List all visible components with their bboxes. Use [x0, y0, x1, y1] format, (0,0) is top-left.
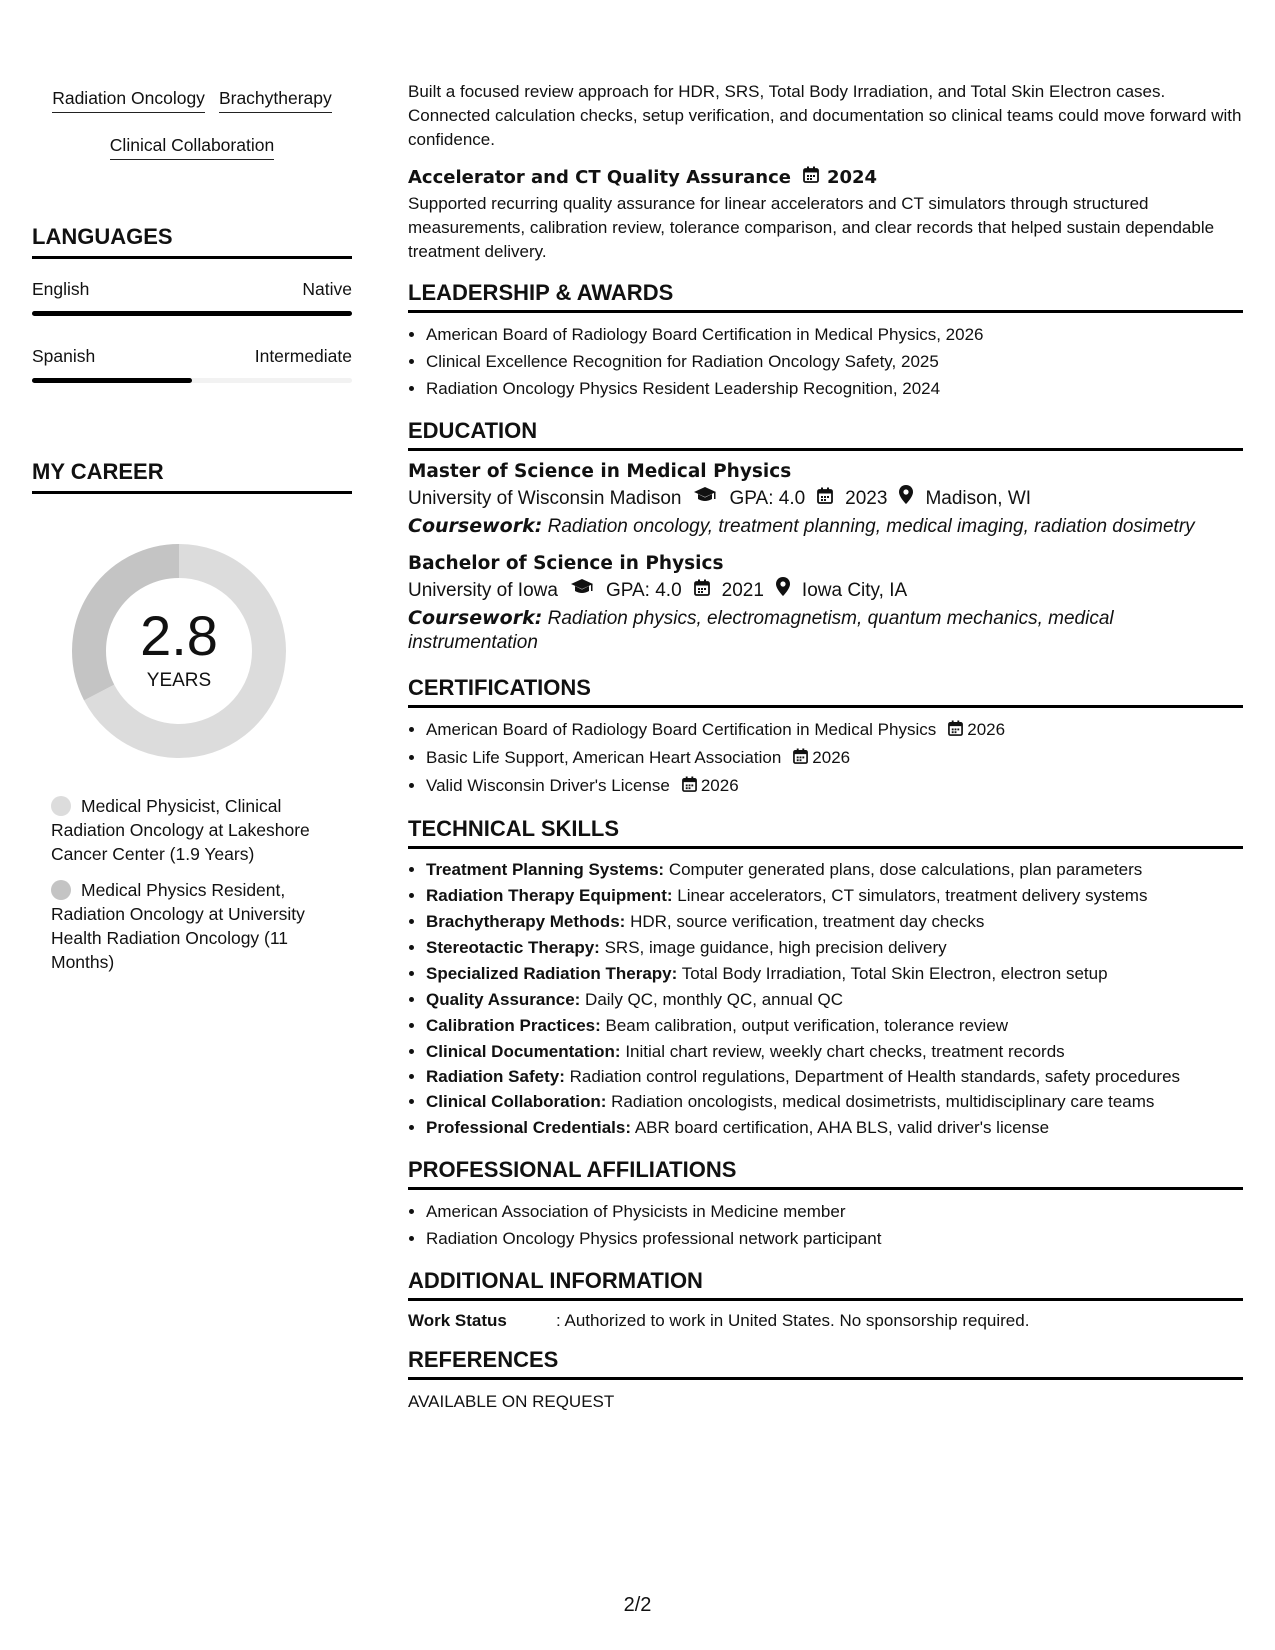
- skill-key: Radiation Safety:: [426, 1067, 565, 1087]
- list-item: [426, 909, 1243, 935]
- certification-year: 2026: [967, 720, 1006, 739]
- coursework-label: Coursework:: [408, 607, 543, 629]
- skill-value: Radiation control regulations, Department of Health standards, safety procedures: [569, 1067, 1181, 1087]
- list-item: [426, 1065, 1243, 1089]
- list-item: • Clinical Excellence Recognition for Radiation Oncology Safety, 2025: [426, 348, 1243, 375]
- skill-value: ABR board certification, AHA BLS, valid driver's license: [634, 1118, 1050, 1138]
- skill-key: Radiation Therapy Equipment:: [426, 886, 673, 906]
- work-status-label: Work Status: [408, 1311, 507, 1331]
- list-item: • American Board of Radiology Board Certification in Medical Physics, 2026: [426, 321, 1243, 348]
- project-description: Supported recurring quality assurance for linear accelerators and CT simulators through structured measurements, calibration review, tolerance comparison, and clear records that helped sustain dependable treatment delivery.: [408, 194, 1215, 261]
- list-item: [426, 961, 1243, 987]
- list-item: [426, 772, 1243, 800]
- gpa: GPA: 4.0: [729, 488, 806, 509]
- list-item: [426, 1039, 1243, 1065]
- list-item: [426, 1089, 1243, 1115]
- skill-value: Linear accelerators, CT simulators, treatment delivery systems: [677, 886, 1148, 906]
- certification-year: 2026: [812, 748, 851, 768]
- skill-key: Treatment Planning Systems:: [426, 860, 665, 880]
- school-name: University of Wisconsin Madison: [408, 488, 682, 509]
- skill-value: HDR, source verification, treatment day checks: [630, 912, 985, 932]
- skill-value: Computer generated plans, dose calculations, plan parameters: [668, 860, 1143, 880]
- calendar-icon: [803, 166, 819, 188]
- certification-year: 2026: [700, 776, 739, 796]
- career-item: [32, 878, 352, 974]
- calendar-icon: [694, 576, 710, 606]
- list-item: [426, 1115, 1243, 1141]
- certifications-title: CERTIFICATIONS: [408, 675, 1243, 708]
- list-item: • Radiation Oncology Physics professional network participant: [426, 1225, 1243, 1252]
- graduation-cap-icon: [570, 576, 594, 606]
- list-item: [426, 935, 1243, 961]
- list-item: • American Association of Physicists in Medicine member: [426, 1198, 1243, 1225]
- list-item: [426, 744, 1243, 772]
- additional-info-title: ADDITIONAL INFORMATION: [408, 1268, 1243, 1301]
- skill-value: Total Body Irradiation, Total Skin Electron, electron setup: [681, 964, 1108, 984]
- language-english: [32, 279, 352, 316]
- skill-value: Radiation oncologists, medical dosimetrists, multidisciplinary care teams: [611, 1092, 1155, 1112]
- school-location: Iowa City, IA: [801, 580, 908, 601]
- language-proficiency-bar: [32, 311, 352, 316]
- skill-tag: Radiation Oncology: [52, 88, 205, 113]
- calendar-icon: [793, 745, 808, 772]
- career-title: MY CAREER: [32, 459, 352, 494]
- language-level: Native: [302, 279, 352, 299]
- coursework-text: Radiation physics, electromagnetism, quantum mechanics, medical instrumentation: [408, 608, 1114, 653]
- leadership-list: [408, 321, 1243, 402]
- skill-key: Clinical Documentation:: [426, 1042, 621, 1062]
- languages-title: LANGUAGES: [32, 224, 352, 259]
- affiliations-title: PROFESSIONAL AFFILIATIONS: [408, 1157, 1243, 1190]
- coursework-label: Coursework:: [408, 515, 543, 537]
- work-status-value: : Authorized to work in United States. No sponsorship required.: [556, 1311, 1030, 1331]
- degree-title: Master of Science in Medical Physics: [408, 461, 792, 482]
- calendar-icon: [682, 773, 697, 800]
- affiliations-list: [408, 1198, 1243, 1252]
- career-total-years: 2.8: [140, 604, 218, 667]
- gpa: GPA: 4.0: [605, 580, 682, 601]
- location-pin-icon: [776, 576, 790, 606]
- skill-value: SRS, image guidance, high precision delivery: [604, 938, 947, 958]
- certification-name: American Board of Radiology Board Certification in Medical Physics: [426, 720, 937, 739]
- skill-key: Quality Assurance:: [426, 990, 581, 1010]
- location-pin-icon: [899, 484, 913, 514]
- coursework: [408, 514, 1243, 539]
- skill-key: Clinical Collaboration:: [426, 1092, 607, 1112]
- career-legend-dot: [51, 796, 71, 816]
- project-year: 2024: [826, 166, 878, 188]
- graduation-year: 2021: [721, 580, 764, 601]
- graduation-year: 2023: [845, 488, 888, 509]
- skill-key: Professional Credentials:: [426, 1118, 632, 1138]
- work-status-row: [408, 1311, 1243, 1331]
- technical-skills-title: TECHNICAL SKILLS: [408, 816, 1243, 849]
- list-item: [426, 987, 1243, 1013]
- skill-key: Calibration Practices:: [426, 1016, 601, 1036]
- school-location: Madison, WI: [925, 488, 1032, 509]
- project-title-row: [408, 166, 1243, 188]
- career-unit: YEARS: [146, 670, 212, 691]
- skill-value: Initial chart review, weekly chart checks, treatment records: [625, 1042, 1065, 1062]
- skill-value: Daily QC, monthly QC, annual QC: [585, 990, 843, 1010]
- career-item-text: Medical Physicist, Clinical Radiation Oncology at Lakeshore Cancer Center (1.9 Years): [51, 796, 310, 864]
- degree-title: Bachelor of Science in Physics: [408, 553, 724, 574]
- education-title: EDUCATION: [408, 418, 1243, 451]
- leadership-title: LEADERSHIP & AWARDS: [408, 280, 1243, 313]
- list-item: • Radiation Oncology Physics Resident Leadership Recognition, 2024: [426, 375, 1243, 402]
- certifications-list: [408, 716, 1243, 800]
- skill-value: Beam calibration, output verification, tolerance review: [605, 1016, 1009, 1036]
- skill-key: Stereotactic Therapy:: [426, 938, 600, 958]
- skill-tags: [32, 80, 352, 174]
- list-item: [426, 883, 1243, 909]
- coursework-text: Radiation oncology, treatment planning, medical imaging, radiation dosimetry: [547, 516, 1195, 537]
- sidebar: [32, 80, 352, 974]
- certification-name: Valid Wisconsin Driver's License: [426, 776, 670, 796]
- education-entry: [408, 461, 1243, 539]
- coursework: [408, 606, 1243, 655]
- graduation-cap-icon: [693, 484, 717, 514]
- skill-key: Brachytherapy Methods:: [426, 912, 626, 932]
- calendar-icon: [948, 717, 963, 744]
- technical-skills-list: [408, 857, 1243, 1141]
- project-title: Accelerator and CT Quality Assurance: [408, 166, 791, 188]
- page-indicator: 2/2: [623, 1594, 652, 1616]
- certification-name: Basic Life Support, American Heart Association: [426, 748, 782, 768]
- references-text: AVAILABLE ON REQUEST: [408, 1392, 615, 1412]
- career-legend-dot: [51, 880, 71, 900]
- skill-tag: Clinical Collaboration: [110, 135, 274, 160]
- list-item: [426, 857, 1243, 883]
- skill-key: Specialized Radiation Therapy:: [426, 964, 678, 984]
- career-donut-chart: [64, 536, 294, 766]
- project-intro: Built a focused review approach for HDR, SRS, Total Body Irradiation, and Total Skin Electron cases. Connected calculation checks, setup verification, and documentation so clinical teams could move forward with confidence.: [408, 82, 1242, 149]
- list-item: [426, 716, 1243, 744]
- career-item: [32, 794, 352, 866]
- career-item-text: Medical Physics Resident, Radiation Oncology at University Health Radiation Oncology (11 Months): [51, 880, 305, 972]
- language-level: Intermediate: [254, 346, 352, 366]
- skill-tag: Brachytherapy: [219, 88, 332, 113]
- main-content: [408, 80, 1243, 1412]
- education-entry: [408, 553, 1243, 655]
- calendar-icon: [817, 484, 833, 514]
- list-item: [426, 1013, 1243, 1039]
- references-title: REFERENCES: [408, 1347, 1243, 1380]
- language-name: Spanish: [32, 346, 96, 366]
- language-proficiency-fill: [32, 378, 192, 383]
- language-proficiency-bar: [32, 378, 352, 383]
- school-name: University of Iowa: [408, 580, 558, 601]
- language-spanish: [32, 346, 352, 383]
- language-name: English: [32, 279, 90, 299]
- language-proficiency-fill: [32, 311, 352, 316]
